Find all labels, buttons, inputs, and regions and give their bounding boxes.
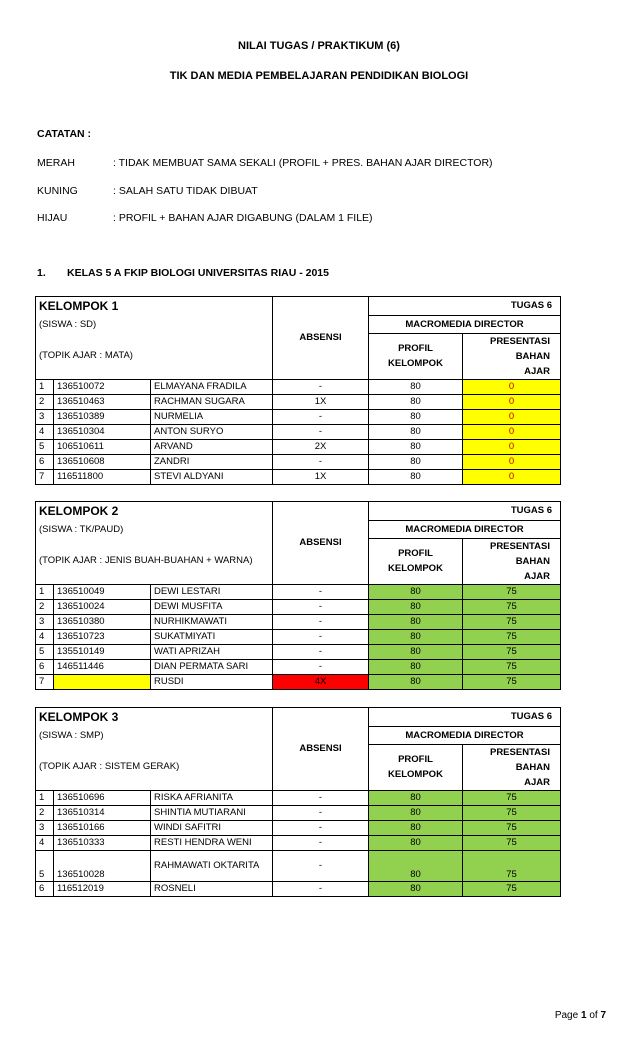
row-presentasi: 75 [463, 835, 561, 850]
presentasi-header [463, 538, 561, 584]
row-nim: 136510049 [54, 584, 151, 599]
row-nim [54, 674, 151, 689]
catatan-label: CATATAN : [37, 128, 92, 140]
row-no: 4 [36, 835, 54, 850]
row-presentasi: 0 [463, 469, 561, 484]
profil-header-line2: KELOMPOK [388, 769, 443, 780]
profil-header-line2: KELOMPOK [388, 563, 443, 574]
row-nim: 136510608 [54, 454, 151, 469]
row-profil: 80 [369, 644, 463, 659]
table-row [36, 881, 561, 896]
presentasi-header-line1: PRESENTASI BAHAN [489, 335, 550, 362]
note-text-merah: : TIDAK MEMBUAT SAMA SEKALI (PROFIL + PRES. BAHAN AJAR DIRECTOR) [113, 157, 493, 169]
row-nama: STEVI ALDYANI [151, 469, 273, 484]
row-nim: 136510314 [54, 805, 151, 820]
row-nim: 146511446 [54, 659, 151, 674]
row-nim: 136510024 [54, 599, 151, 614]
table-row [36, 790, 561, 805]
row-profil: 80 [369, 584, 463, 599]
row-presentasi: 0 [463, 454, 561, 469]
row-nama: RISKA AFRIANITA [151, 790, 273, 805]
table-row [36, 659, 561, 674]
row-nim: 135510149 [54, 644, 151, 659]
presentasi-header [463, 744, 561, 790]
row-presentasi: 75 [463, 881, 561, 896]
row-absensi: 4X [273, 674, 369, 689]
row-no: 5 [36, 850, 54, 881]
table-row [36, 469, 561, 484]
row-nim: 136510723 [54, 629, 151, 644]
presentasi-header-line2: AJAR [524, 570, 550, 582]
row-nim: 106510611 [54, 439, 151, 454]
row-nama: ZANDRI [151, 454, 273, 469]
row-absensi: 2X [273, 439, 369, 454]
macromedia-header: MACROMEDIA DIRECTOR [369, 726, 561, 744]
note-text-hijau: : PROFIL + BAHAN AJAR DIGABUNG (DALAM 1 FILE) [113, 212, 373, 224]
row-presentasi: 75 [463, 790, 561, 805]
row-profil: 80 [369, 599, 463, 614]
group-topik: (TOPIK AJAR : SISTEM GERAK) [36, 744, 273, 790]
absensi-header: ABSENSI [273, 502, 369, 585]
row-presentasi: 75 [463, 659, 561, 674]
table-row [36, 409, 561, 424]
row-nama: WATI APRIZAH [151, 644, 273, 659]
table-row [36, 424, 561, 439]
group-name: KELOMPOK 1 [36, 297, 273, 316]
row-nim: 136510389 [54, 409, 151, 424]
row-absensi: - [273, 409, 369, 424]
row-presentasi: 75 [463, 850, 561, 881]
group-siswa: (SISWA : SMP) [36, 726, 273, 744]
presentasi-header-line1: PRESENTASI BAHAN [489, 746, 550, 773]
row-absensi: - [273, 614, 369, 629]
profil-header [369, 744, 463, 790]
absensi-header: ABSENSI [273, 297, 369, 380]
row-absensi: - [273, 599, 369, 614]
row-profil: 80 [369, 835, 463, 850]
table-row [36, 379, 561, 394]
table-row [36, 820, 561, 835]
row-absensi: - [273, 850, 369, 881]
row-no: 6 [36, 454, 54, 469]
table-row [36, 674, 561, 689]
row-nama: ARVAND [151, 439, 273, 454]
row-nama: RUSDI [151, 674, 273, 689]
presentasi-header-line2: AJAR [524, 365, 550, 377]
row-no: 5 [36, 439, 54, 454]
row-absensi: - [273, 790, 369, 805]
row-nim: 136510696 [54, 790, 151, 805]
row-presentasi: 75 [463, 599, 561, 614]
absensi-header: ABSENSI [273, 708, 369, 791]
group-table-1 [35, 296, 561, 485]
row-absensi: - [273, 805, 369, 820]
row-nama: SHINTIA MUTIARANI [151, 805, 273, 820]
row-nama: NURMELIA [151, 409, 273, 424]
document-title: NILAI TUGAS / PRAKTIKUM (6) [238, 40, 400, 52]
row-nim: 136510166 [54, 820, 151, 835]
section-text: KELAS 5 A FKIP BIOLOGI UNIVERSITAS RIAU - 2015 [67, 267, 329, 279]
row-no: 7 [36, 469, 54, 484]
table-row [36, 644, 561, 659]
row-presentasi: 0 [463, 424, 561, 439]
row-profil: 80 [369, 614, 463, 629]
row-profil: 80 [369, 629, 463, 644]
row-no: 1 [36, 790, 54, 805]
row-no: 6 [36, 659, 54, 674]
table-row [36, 805, 561, 820]
row-profil: 80 [369, 820, 463, 835]
row-presentasi: 75 [463, 584, 561, 599]
row-no: 1 [36, 584, 54, 599]
table-row [36, 629, 561, 644]
row-profil: 80 [369, 439, 463, 454]
row-no: 6 [36, 881, 54, 896]
table-row [36, 599, 561, 614]
row-absensi: - [273, 454, 369, 469]
presentasi-header-line1: PRESENTASI BAHAN [489, 540, 550, 567]
group-topik: (TOPIK AJAR : JENIS BUAH-BUAHAN + WARNA) [36, 538, 273, 584]
row-profil: 80 [369, 674, 463, 689]
row-profil: 80 [369, 424, 463, 439]
row-profil: 80 [369, 394, 463, 409]
row-nim: 136510072 [54, 379, 151, 394]
row-no: 2 [36, 599, 54, 614]
row-presentasi: 75 [463, 674, 561, 689]
note-label-kuning: KUNING [37, 185, 78, 197]
row-no: 2 [36, 805, 54, 820]
profil-header-line1: PROFIL [398, 343, 433, 354]
row-profil: 80 [369, 790, 463, 805]
profil-header-line1: PROFIL [398, 754, 433, 765]
row-presentasi: 0 [463, 439, 561, 454]
table-row [36, 454, 561, 469]
row-absensi: - [273, 835, 369, 850]
row-nama: ELMAYANA FRADILA [151, 379, 273, 394]
row-nama: WINDI SAFITRI [151, 820, 273, 835]
row-no: 1 [36, 379, 54, 394]
presentasi-header [463, 333, 561, 379]
section-heading [37, 267, 329, 279]
document-subtitle: TIK DAN MEDIA PEMBELAJARAN PENDIDIKAN BIOLOGI [169, 70, 469, 82]
row-presentasi: 0 [463, 409, 561, 424]
group-name: KELOMPOK 2 [36, 502, 273, 521]
row-profil: 80 [369, 454, 463, 469]
footer-page-number: 1 [580, 1010, 587, 1021]
group-name: KELOMPOK 3 [36, 708, 273, 727]
row-no: 7 [36, 674, 54, 689]
row-nim: 136510028 [54, 850, 151, 881]
row-profil: 80 [369, 409, 463, 424]
table-row [36, 584, 561, 599]
macromedia-header: MACROMEDIA DIRECTOR [369, 520, 561, 538]
table-row [36, 614, 561, 629]
note-label-merah: MERAH [37, 157, 75, 169]
row-nim: 116512019 [54, 881, 151, 896]
row-presentasi: 75 [463, 805, 561, 820]
row-nim: 136510380 [54, 614, 151, 629]
table-row [36, 394, 561, 409]
row-profil: 80 [369, 805, 463, 820]
row-nama: RAHMAWATI OKTARITA [151, 850, 273, 881]
section-number: 1. [37, 267, 46, 279]
row-absensi: - [273, 584, 369, 599]
group-table-2 [35, 501, 561, 690]
row-no: 4 [36, 424, 54, 439]
row-no: 4 [36, 629, 54, 644]
row-nama: RACHMAN SUGARA [151, 394, 273, 409]
row-no: 2 [36, 394, 54, 409]
footer-of-word: of [589, 1010, 598, 1021]
row-no: 3 [36, 409, 54, 424]
row-absensi: - [273, 379, 369, 394]
group-siswa: (SISWA : SD) [36, 315, 273, 333]
row-absensi: 1X [273, 394, 369, 409]
profil-header [369, 333, 463, 379]
profil-header-line1: PROFIL [398, 548, 433, 559]
row-profil: 80 [369, 850, 463, 881]
row-absensi: - [273, 424, 369, 439]
row-absensi: - [273, 629, 369, 644]
note-text-kuning: : SALAH SATU TIDAK DIBUAT [113, 185, 258, 197]
row-absensi: - [273, 881, 369, 896]
row-absensi: 1X [273, 469, 369, 484]
row-no: 3 [36, 614, 54, 629]
profil-header [369, 538, 463, 584]
row-profil: 80 [369, 469, 463, 484]
note-label-hijau: HIJAU [37, 212, 68, 224]
row-nama: RESTI HENDRA WENI [151, 835, 273, 850]
table-row [36, 835, 561, 850]
row-nim: 116511800 [54, 469, 151, 484]
footer-page-word: Page [554, 1010, 579, 1021]
row-nama: SUKATMIYATI [151, 629, 273, 644]
row-presentasi: 0 [463, 394, 561, 409]
row-nama: DEWI LESTARI [151, 584, 273, 599]
row-nim: 136510463 [54, 394, 151, 409]
group-table-3 [35, 707, 561, 897]
table-row [36, 850, 561, 881]
row-profil: 80 [369, 379, 463, 394]
row-nama: DIAN PERMATA SARI [151, 659, 273, 674]
row-absensi: - [273, 659, 369, 674]
profil-header-line2: KELOMPOK [388, 358, 443, 369]
presentasi-header-line2: AJAR [524, 776, 550, 788]
row-absensi: - [273, 644, 369, 659]
row-no: 5 [36, 644, 54, 659]
row-nama: NURHIKMAWATI [151, 614, 273, 629]
group-topik: (TOPIK AJAR : MATA) [36, 333, 273, 379]
row-presentasi: 75 [463, 629, 561, 644]
row-presentasi: 75 [463, 820, 561, 835]
row-nim: 136510333 [54, 835, 151, 850]
row-no: 3 [36, 820, 54, 835]
row-nama: DEWI MUSFITA [151, 599, 273, 614]
row-absensi: - [273, 820, 369, 835]
row-nama: ROSNELI [151, 881, 273, 896]
tugas-header: TUGAS 6 [369, 502, 561, 521]
row-profil: 80 [369, 659, 463, 674]
tugas-header: TUGAS 6 [369, 297, 561, 316]
row-presentasi: 75 [463, 614, 561, 629]
tugas-header: TUGAS 6 [369, 708, 561, 727]
row-nim: 136510304 [54, 424, 151, 439]
page-footer [555, 1010, 606, 1021]
row-profil: 80 [369, 881, 463, 896]
row-nama: ANTON SURYO [151, 424, 273, 439]
macromedia-header: MACROMEDIA DIRECTOR [369, 315, 561, 333]
group-siswa: (SISWA : TK/PAUD) [36, 520, 273, 538]
table-row [36, 439, 561, 454]
row-presentasi: 0 [463, 379, 561, 394]
footer-total-pages: 7 [600, 1010, 606, 1021]
row-presentasi: 75 [463, 644, 561, 659]
